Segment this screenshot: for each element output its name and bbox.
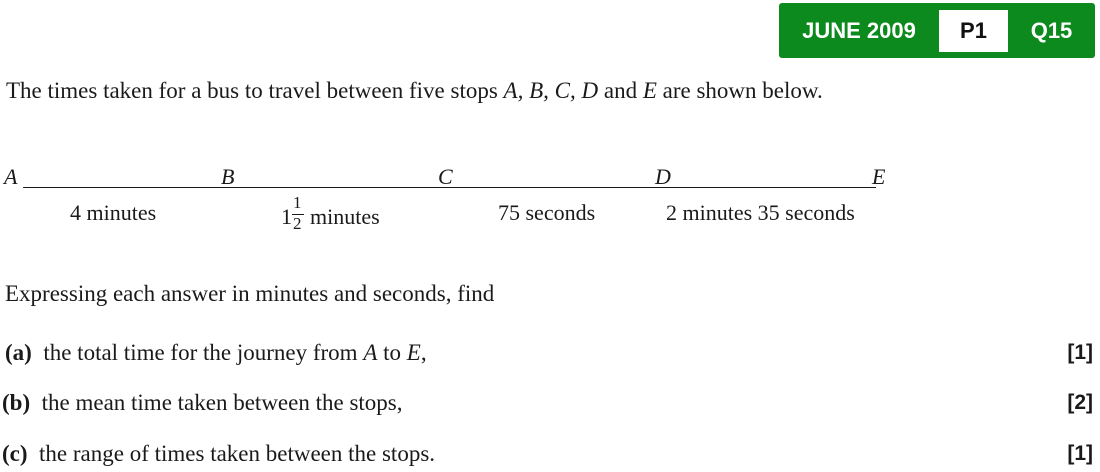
part-a-to-word: to xyxy=(377,340,407,365)
intro-last-stop: E xyxy=(642,78,657,103)
part-a-label: (a) xyxy=(5,340,32,365)
intro-end: are shown below. xyxy=(656,78,823,103)
paper-number: P1 xyxy=(939,10,1008,52)
time-d-to-e: 2 minutes 35 seconds xyxy=(666,200,855,225)
part-a-to: E xyxy=(406,340,421,365)
part-a-marks: [1] xyxy=(1067,341,1093,364)
question-reference-badge xyxy=(779,3,1095,58)
time-a-to-b: 4 minutes xyxy=(70,200,157,225)
stop-d-label: D xyxy=(655,164,671,189)
intro-stops: A, B, C, D xyxy=(503,78,599,103)
exam-session: JUNE 2009 xyxy=(802,18,916,43)
question-number: Q15 xyxy=(1030,18,1073,43)
part-c-label: (c) xyxy=(2,441,28,466)
part-b-text: the mean time taken between the stops, xyxy=(41,390,403,415)
intro-text: The times taken for a bus to travel between five stops xyxy=(6,78,504,103)
part-a xyxy=(5,340,427,366)
stop-e-label: E xyxy=(872,164,886,189)
half-fraction xyxy=(292,193,304,234)
fraction-denominator: 2 xyxy=(293,214,302,233)
intro-and: and xyxy=(598,78,643,103)
instruction-text: Expressing each answer in minutes and seconds, find xyxy=(5,281,495,306)
part-c xyxy=(2,441,435,467)
part-a-from: A xyxy=(363,340,378,365)
time-b-to-c-unit: minutes xyxy=(310,204,380,229)
time-c-to-d: 75 seconds xyxy=(498,200,596,225)
part-b-label: (b) xyxy=(2,390,31,415)
stop-c-label: C xyxy=(438,164,453,189)
stop-b-label: B xyxy=(221,164,235,189)
stop-a-label: A xyxy=(4,164,18,189)
time-b-to-c xyxy=(281,193,380,234)
part-c-marks: [1] xyxy=(1067,442,1093,465)
question-intro xyxy=(6,78,823,104)
fraction-numerator: 1 xyxy=(293,193,302,212)
part-a-text: the total time for the journey from xyxy=(43,340,364,365)
part-a-end: , xyxy=(420,340,427,365)
part-c-text: the range of times taken between the stops. xyxy=(39,441,436,466)
time-b-to-c-whole: 1 xyxy=(281,204,292,229)
part-b-marks: [2] xyxy=(1067,391,1093,414)
part-b xyxy=(2,390,402,416)
